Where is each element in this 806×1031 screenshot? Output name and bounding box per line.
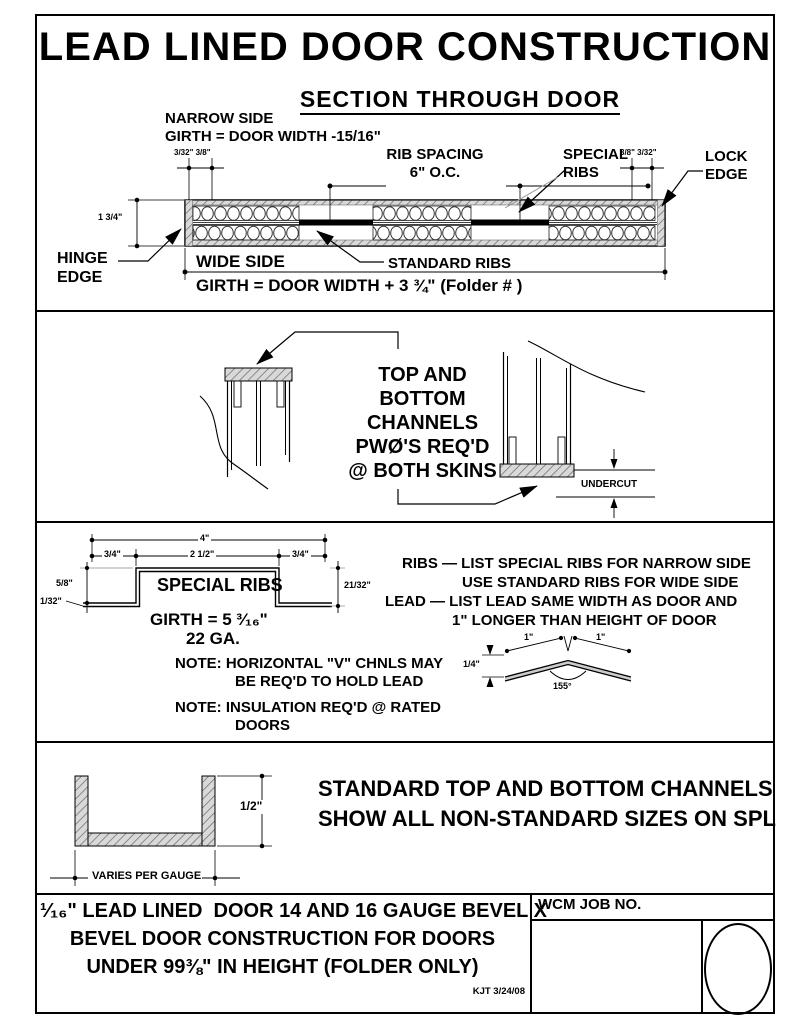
rib-spacing-label: RIB SPACING: [386, 146, 484, 163]
rib-dim-middle: 2 1/2": [190, 549, 215, 559]
channels-note-line-2: BOTTOM: [379, 388, 466, 410]
divider-3: [35, 741, 775, 743]
v-dim-right: 1": [596, 632, 606, 642]
undercut-label: UNDERCUT: [581, 479, 638, 490]
note-v-channels-line-1: NOTE: HORIZONTAL "V" CHNLS MAY: [175, 655, 444, 672]
channel-dim-half: 1/2": [240, 799, 263, 813]
note-insulation-line-1: NOTE: INSULATION REQ'D @ RATED: [175, 699, 441, 716]
rib-dim-height-right: 21/32": [344, 580, 371, 590]
hinge-edge-leader: [118, 229, 181, 261]
initials-date: KJT 3/24/08: [472, 986, 525, 997]
v-dim-depth: 1/4": [463, 659, 480, 669]
dim-left-small: 3/32" 3/8": [174, 148, 211, 157]
channels-note-line-4: PWØ'S REQ'D: [355, 436, 490, 458]
special-ribs-label-1: SPECIAL: [563, 146, 629, 163]
rib-dim-overall: 4": [200, 533, 210, 543]
wide-side-girth: GIRTH = DOOR WIDTH + 3 ¾" (Folder # ): [196, 276, 523, 295]
bottom-channel-leader: [398, 486, 537, 504]
angle-arc: [550, 671, 586, 680]
standard-channels-line-2: SHOW ALL NON-STANDARD SIZES ON SPL: [318, 806, 776, 831]
thickness-dim: 1 3/4": [98, 212, 123, 222]
rib-dim-offset-left: 1/32": [40, 596, 62, 606]
v-angle: 155°: [553, 681, 572, 691]
jobno-underline: [530, 919, 775, 921]
lock-edge-label-1: LOCK: [705, 148, 748, 165]
special-ribs-title: SPECIAL RIBS: [157, 575, 283, 595]
narrow-side-label: NARROW SIDE: [165, 110, 274, 127]
divider-2: [35, 521, 775, 523]
note-v-channels-line-2: BE REQ'D TO HOLD LEAD: [235, 673, 424, 690]
lock-edge-leader: [662, 171, 703, 206]
rib-dim-height-left: 5/8": [56, 578, 73, 588]
titleblock-line-3: UNDER 99⅜" IN HEIGHT (FOLDER ONLY): [86, 956, 479, 978]
lead-note-line-1: LEAD — LIST LEAD SAME WIDTH AS DOOR AND: [385, 593, 738, 610]
titleblock-line-1: ¹⁄₁₆" LEAD LINED DOOR 14 AND 16 GAUGE BEVEL X: [40, 900, 547, 922]
wide-side-label: WIDE SIDE: [196, 252, 285, 271]
rib-dim-left: 3/4": [104, 549, 121, 559]
seal-cell-divider: [701, 919, 703, 1014]
standard-channels-line-1: STANDARD TOP AND BOTTOM CHANNELS: [318, 776, 773, 801]
wcm-job-no-label: WCM JOB NO.: [538, 896, 642, 913]
rib-spacing-value: 6" O.C.: [409, 164, 461, 181]
divider-4: [35, 893, 775, 895]
section-subtitle: SECTION THROUGH DOOR: [160, 86, 760, 112]
hinge-edge-label-2: EDGE: [57, 269, 103, 286]
rib-dim-right: 3/4": [292, 549, 309, 559]
varies-per-gauge-label: VARIES PER GAUGE: [92, 870, 202, 882]
channels-note-line-1: TOP AND: [378, 364, 467, 386]
ribs-note-line-2: USE STANDARD RIBS FOR WIDE SIDE: [462, 574, 739, 591]
narrow-side-girth: GIRTH = DOOR WIDTH -15/16": [165, 128, 381, 145]
page-title: LEAD LINED DOOR CONSTRUCTION: [38, 25, 772, 69]
break-line-right: [528, 341, 645, 392]
channels-note-line-3: CHANNELS: [366, 412, 479, 434]
seal-circle: [704, 923, 772, 1015]
special-ribs-girth: GIRTH = 5 ³⁄₁₆": [150, 610, 268, 629]
channels-note-line-5: @ BOTH SKINS: [348, 460, 497, 482]
hinge-edge-label-1: HINGE: [57, 250, 108, 267]
standard-ribs-label: STANDARD RIBS: [388, 255, 512, 272]
lead-note-line-2: 1" LONGER THAN HEIGHT OF DOOR: [452, 612, 717, 629]
note-insulation-line-2: DOORS: [235, 717, 291, 734]
top-channel-leader: [257, 332, 398, 364]
titleblock-line-2: BEVEL DOOR CONSTRUCTION FOR DOORS: [69, 928, 496, 950]
special-ribs-gauge: 22 GA.: [186, 629, 240, 648]
v-dim-left: 1": [524, 632, 534, 642]
special-ribs-label-2: RIBS: [563, 164, 599, 181]
lock-edge-label-2: EDGE: [705, 166, 748, 183]
ribs-note-line-1: RIBS — LIST SPECIAL RIBS FOR NARROW SIDE: [402, 555, 751, 572]
divider-1: [35, 310, 775, 312]
dim-right-small: 3/8" 3/32": [620, 148, 657, 157]
break-line-left: [200, 396, 268, 489]
